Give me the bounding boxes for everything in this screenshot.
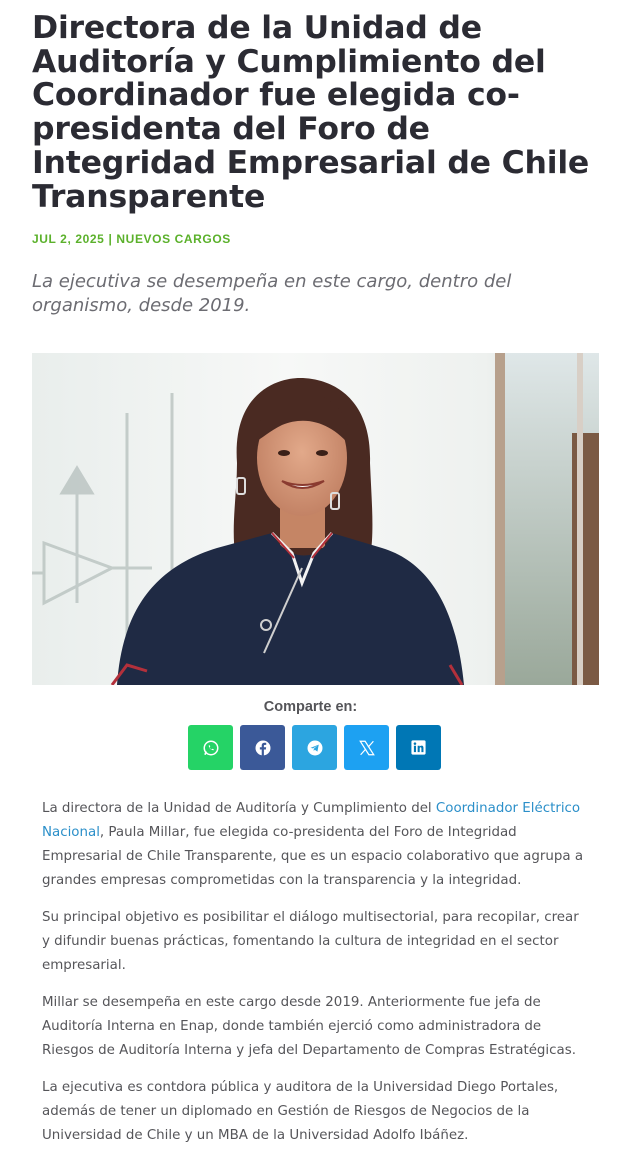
x-share-button[interactable] [344,725,389,770]
article-title: Directora de la Unidad de Auditoría y Cumplimiento del Coordinador fue elegida co-presidenta del Foro de Integridad Empresarial de Chile Transparente [32,10,590,215]
telegram-icon [306,739,324,757]
body-paragraph-2: Su principal objetivo es posibilitar el diálogo multisectorial, para recopilar, crear y difundir buenas prácticas, fomentando la cultura de integridad en el sector empresarial. [42,910,579,973]
body-text: , Paula Millar, fue elegida co-presidenta del Foro de Integridad Empresarial de Chile Transparente, que es un espacio colaborativo que agrupa a grandes empresas comprometidas con la transparencia y la integridad. [42,825,584,888]
share-label: Comparte en: [263,699,358,715]
article-body [42,797,590,1156]
article-meta [32,232,231,246]
linkedin-icon [410,739,427,756]
telegram-share-button[interactable] [292,725,337,770]
meta-separator: | [108,232,113,246]
body-paragraph-3: Millar se desempeña en este cargo desde 2019. Anteriormente fue jefa de Auditoría Interna en Enap, donde también ejerció como administradora de Riesgos de Auditoría Interna y jefa del Departamento de Compras Estratégicas. [42,995,576,1058]
whatsapp-share-button[interactable] [188,725,233,770]
article-lead: La ejecutiva se desempeña en este cargo, dentro del organismo, desde 2019. [32,271,512,316]
facebook-icon [254,739,272,757]
category-link[interactable]: NUEVOS CARGOS [116,232,231,246]
share-buttons [188,725,441,770]
article-photo [32,353,599,685]
facebook-share-button[interactable] [240,725,285,770]
linkedin-share-button[interactable] [396,725,441,770]
body-paragraph-1 [42,797,590,893]
whatsapp-icon [202,739,220,757]
x-icon [358,739,376,757]
body-text: La directora de la Unidad de Auditoría y Cumplimiento del [42,801,436,816]
article-date: JUL 2, 2025 [32,232,105,246]
coordinador-link[interactable]: Coordinador Eléctrico Nacional [42,801,581,840]
body-paragraph-4: La ejecutiva es contdora pública y auditora de la Universidad Diego Portales, además de tener un diplomado en Gestión de Riesgos de Negocios de la Universidad de Chile y un MBA de la Universidad Adolfo Ibáñez. [42,1080,559,1143]
